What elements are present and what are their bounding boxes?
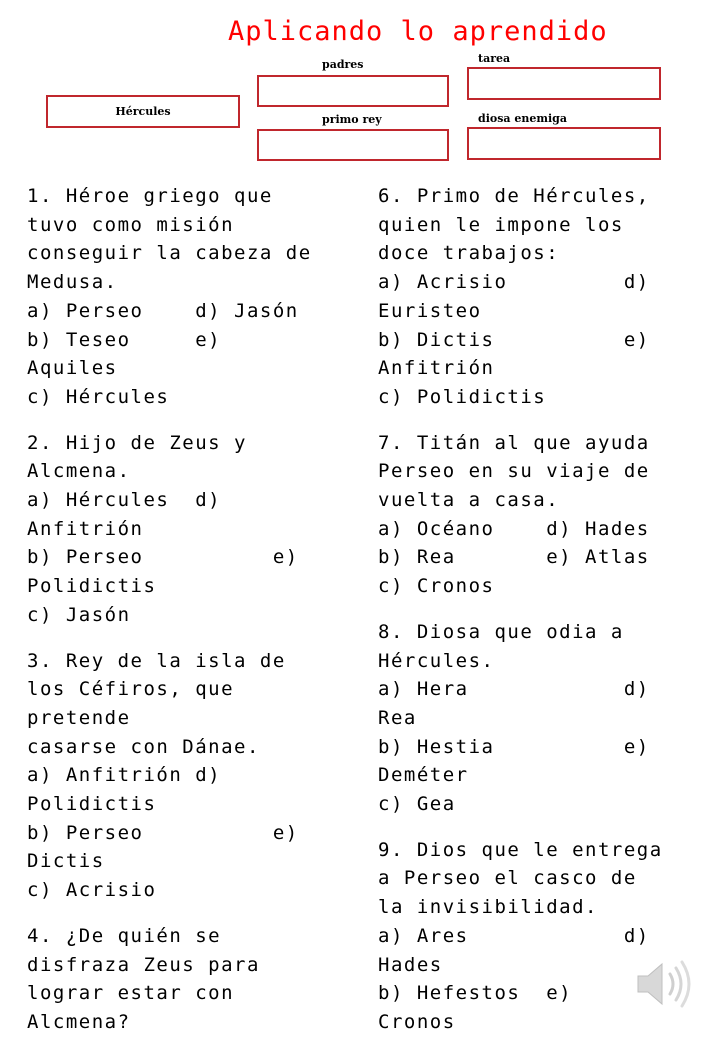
primo-rey-label: primo rey [322,113,382,126]
page-title: Aplicando lo aprendido [228,16,608,47]
speaker-icon[interactable] [632,952,696,1016]
hero-box [46,95,240,128]
question-3: 3. Rey de la isla de los Céfiros, que pretende casarse con Dánae. a) Anfitrión d) Polidictis b) Perseo e) Dictis c) Acrisio [27,649,299,902]
question-6: 6. Primo de Hércules, quien le impone los doce trabajos: a) Acrisio d) Euristeo b) Dictis e) Anfitrión c) Polidictis [378,185,650,408]
diosa-enemiga-box [467,127,661,160]
question-8: 8. Diosa que odia a Hércules. a) Hera d) Rea b) Hestia e) Deméter c) Gea [378,620,650,816]
right-column [378,182,708,1037]
diosa-enemiga-label: diosa enemiga [478,112,567,125]
question-4: 4. ¿De quién se disfraza Zeus para lograr estar con Alcmena? [27,924,260,1033]
left-column [27,182,357,1037]
hero-label: Hércules [115,105,171,118]
question-2: 2. Hijo de Zeus y Alcmena. a) Hércules d) Anfitrión b) Perseo e) Polidictis c) Jasón [27,431,299,626]
padres-box [257,75,449,107]
tarea-label: tarea [478,52,511,65]
question-9: 9. Dios que le entrega a Perseo el casco de la invisibilidad. a) Ares d) Hades b) Hefestos e) Cronos [378,838,663,1033]
question-7: 7. Titán al que ayuda Perseo en su viaje de vuelta a casa. a) Océano d) Hades b) Rea e) Atlas c) Cronos [378,431,650,598]
tarea-box [467,67,661,100]
question-1: 1. Héroe griego que tuvo como misión conseguir la cabeza de Medusa. a) Perseo d) Jasón b) Teseo e) Aquiles c) Hércules [27,185,312,408]
padres-label: padres [322,58,364,71]
primo-rey-box [257,129,449,161]
